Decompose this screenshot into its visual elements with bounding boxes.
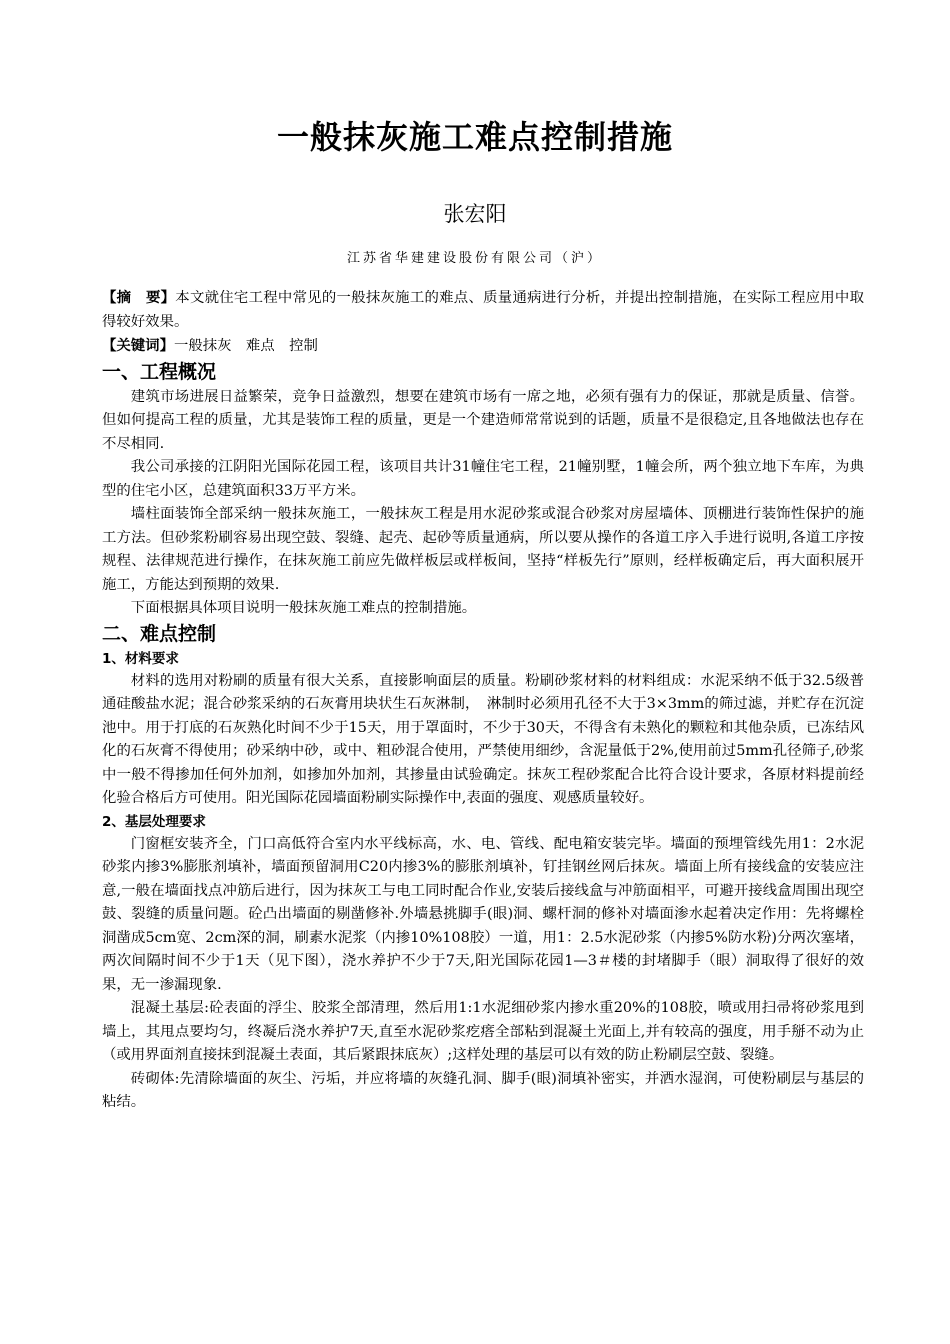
paragraph: 门窗框安装齐全，门口高低符合室内水平线标高，水、电、管线、配电箱安装完毕。墙面的预埋管线先用1：2水泥砂浆内掺3%膨胀剂填补，墙面预留洞用C20内掺3%的膨胀剂填补，钉挂钢丝网后抹灰。墙面上所有接线盒的安装应注意,一般在墙面找点冲筋后进行，因为抹灰工与电工同时配合作业,安装后接线盒与冲筋面相平，可避开接线盒周围出现空鼓、裂缝的质量问题。砼凸出墙面的剔凿修补.外墙悬挑脚手(眼)洞、螺杆洞的修补对墙面渗水起着决定作用：先将螺栓洞凿成5cm宽、2cm深的洞，刷素水泥浆（内掺10%108胶）一道，用1：2.5水泥砂浆（内掺5%防水粉)分两次塞堵，两次间隔时间不少于1天（见下图），浇水养护不少于7天,阳光国际花园1—3＃楼的封堵脚手（眼）洞取得了很好的效果，无一渗漏现象.: [102, 835, 864, 993]
author-affiliation: 江苏省华建建设股份有限公司（沪）: [346, 251, 603, 266]
abstract: [102, 286, 864, 334]
paragraph: 我公司承接的江阴阳光国际花园工程，该项目共计31幢住宅工程，21幢别墅，1幢会所，两个独立地下车库，为典型的住宅小区，总建筑面积33万平方米。: [102, 459, 864, 499]
paragraph: 下面根据具体项目说明一般抹灰施工难点的控制措施。: [130, 600, 477, 616]
keywords-label: 【关键词】: [102, 337, 174, 354]
keywords: [102, 334, 864, 359]
abstract-label: 【摘 要】: [102, 289, 176, 306]
abstract-text: 本文就住宅工程中常见的一般抹灰施工的难点、质量通病进行分析，并提出控制措施，在实际工程应用中取得较好效果。: [102, 290, 864, 330]
paragraph: 墙柱面装饰全部采纳一般抹灰施工，一般抹灰工程是用水泥砂浆或混合砂浆对房屋墙体、顶棚进行装饰性保护的施工方法。但砂浆粉刷容易出现空鼓、裂缝、起壳、起砂等质量通病，所以要从操作的各道工序入手进行说明,各道工序按规程、法律规范进行操作，在抹灰施工前应先做样板层或样板间，坚持“样板先行”原则，经样板确定后，再大面积展开施工，方能达到预期的效果.: [102, 506, 864, 593]
section-heading-difficulty-control: 二、难点控制: [102, 622, 217, 645]
section-heading-overview: 一、工程概况: [102, 360, 217, 383]
paragraph: 砖砌体:先清除墙面的灰尘、污垢，并应将墙的灰缝孔洞、脚手(眼)洞填补密实，并洒水湿润，可使粉刷层与基层的粘结。: [102, 1070, 864, 1110]
document-title: 一般抹灰施工难点控制措施: [276, 118, 673, 156]
paragraph: 材料的选用对粉刷的质量有很大关系，直接影响面层的质量。粉刷砂浆材料的材料组成：水泥采纳不低于32.5级普通硅酸盐水泥；混合砂浆采纳的石灰膏用块状生石灰淋制， 淋制时必须用孔径不大于3×3mm的筛过滤，并贮存在沉淀池中。用于打底的石灰熟化时间不少于15天，用于罩面时，不少于30天，不得含有未熟化的颗粒和其他杂质，已冻结风化的石灰膏不得使用；砂采纳中砂，或中、粗砂混合使用，严禁使用细纱，含泥量低于2%,使用前过5mm孔径筛子,砂浆中一般不得掺加任何外加剂，如掺加外加剂，其掺量由试验确定。抹灰工程砂浆配合比符合设计要求，各原材料提前经化验合格后方可使用。阳光国际花园墙面粉刷实际操作中,表面的强度、观感质量较好。: [102, 672, 864, 806]
paragraph: 建筑市场进展日益繁荣，竞争日益激烈，想要在建筑市场有一席之地，必须有强有力的保证，那就是质量、信誉。但如何提高工程的质量，尤其是装饰工程的质量，更是一个建造师常常说到的话题，质量不是很稳定,且各地做法也存在不尽相同.: [102, 388, 864, 452]
subsection-heading-materials: 1、材料要求: [102, 650, 179, 667]
paragraph: 混凝土基层:砼表面的浮尘、胶浆全部清理，然后用1:1水泥细砂浆内掺水重20%的108胶，喷或用扫帚将砂浆甩到墙上，其甩点要均匀，终凝后浇水养护7天,直至水泥砂浆疙瘩全部粘到混凝土光面上,并有较高的强度，用手掰不动为止（或用界面剂直接抹到混凝土表面，其后紧跟抹底灰）;这样处理的基层可以有效的防止粉刷层空鼓、裂缝。: [102, 1000, 864, 1063]
document-body: [102, 286, 864, 1115]
subsection-heading-base-treatment: 2、基层处理要求: [102, 813, 206, 830]
author-name: 张宏阳: [443, 202, 507, 226]
keywords-text: 一般抹灰 难点 控制: [173, 338, 318, 354]
